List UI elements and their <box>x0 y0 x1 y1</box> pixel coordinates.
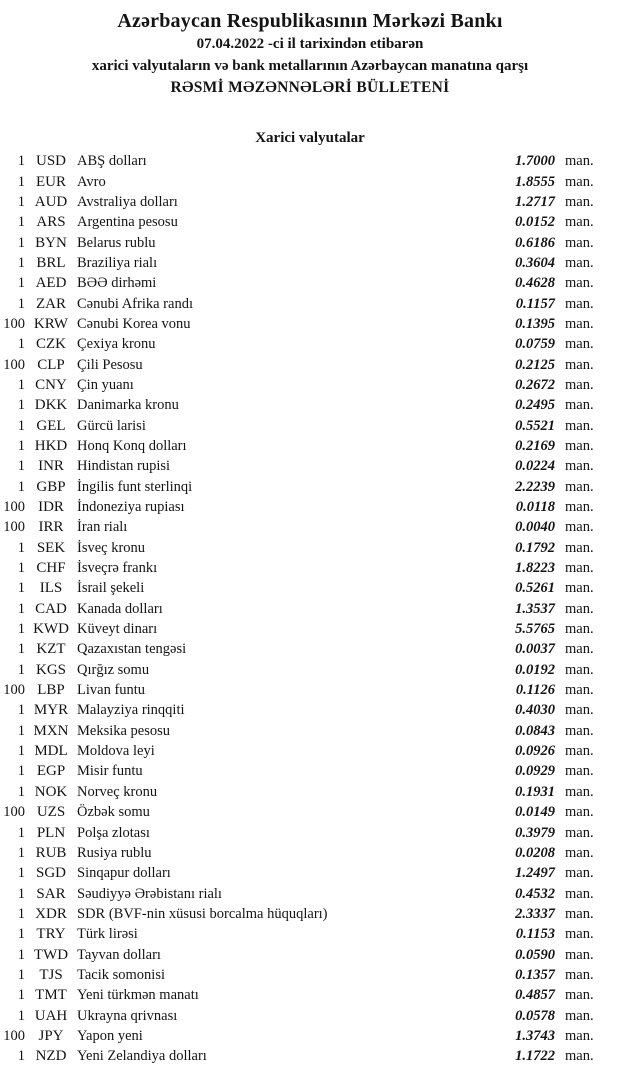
currency-name-cell: Türk lirəsi <box>77 926 138 943</box>
rate-value-cell: 1.7000 <box>515 153 555 170</box>
unit-cell: man. <box>565 682 594 699</box>
currency-name-cell: İngilis funt sterlinqi <box>77 478 193 495</box>
table-row <box>0 578 620 598</box>
currency-name-cell: Gürcü larisi <box>77 417 146 434</box>
currency-name-cell: Polşa zlotası <box>77 824 150 841</box>
rate-value-cell: 0.0040 <box>515 519 555 536</box>
currency-name-cell: Argentina pesosu <box>77 214 178 231</box>
table-row <box>0 924 620 944</box>
table-row <box>0 843 620 863</box>
currency-code-cell: XDR <box>35 905 67 922</box>
currency-code-cell: INR <box>38 458 64 475</box>
currency-name-cell: Kanada dolları <box>77 600 163 617</box>
table-row <box>0 293 620 313</box>
currency-code-cell: KWD <box>33 621 69 638</box>
currency-code-cell: MXN <box>33 722 69 739</box>
currency-name-cell: İsveç kronu <box>77 539 146 556</box>
table-row <box>0 599 620 619</box>
rate-value-cell: 0.0192 <box>515 661 555 678</box>
currency-code-cell: GEL <box>36 417 66 434</box>
rate-value-cell: 0.1931 <box>515 783 555 800</box>
unit-cell: man. <box>565 153 594 170</box>
rates-table-body <box>0 151 620 1066</box>
currency-code-cell: IDR <box>38 499 64 516</box>
bulletin-title: RƏSMİ MƏZƏNNƏLƏRİ BÜLLETENİ <box>170 79 450 96</box>
quantity-cell: 1 <box>17 946 25 963</box>
currency-name-cell: Honq Konq dolları <box>77 437 187 454</box>
currency-name-cell: Hindistan rupisi <box>77 458 171 475</box>
unit-cell: man. <box>565 600 594 617</box>
table-row <box>0 883 620 903</box>
quantity-cell: 1 <box>17 376 25 393</box>
unit-cell: man. <box>565 499 594 516</box>
table-row <box>0 782 620 802</box>
table-row <box>0 944 620 964</box>
currency-code-cell: NOK <box>34 783 68 800</box>
currency-code-cell: RUB <box>35 844 67 861</box>
currency-code-cell: CAD <box>35 600 67 617</box>
table-row <box>0 375 620 395</box>
unit-cell: man. <box>565 1027 594 1044</box>
quantity-cell: 1 <box>17 966 25 983</box>
subtitle-line: xarici valyutaların və bank metallarının Azərbaycan manatına qarşı <box>91 58 529 74</box>
quantity-cell: 100 <box>3 499 25 516</box>
table-row <box>0 680 620 700</box>
table-row <box>0 395 620 415</box>
table-row <box>0 232 620 252</box>
rate-value-cell: 0.1157 <box>515 295 555 312</box>
currency-name-cell: Moldova leyi <box>77 743 155 760</box>
rate-value-cell: 0.2125 <box>515 356 555 373</box>
currency-name-cell: Səudiyyə Ərəbistanı rialı <box>77 885 222 902</box>
currency-code-cell: SAR <box>36 885 66 902</box>
quantity-cell: 1 <box>17 743 25 760</box>
unit-cell: man. <box>565 519 594 536</box>
rate-value-cell: 0.2672 <box>515 376 555 393</box>
unit-cell: man. <box>565 824 594 841</box>
unit-cell: man. <box>565 193 594 210</box>
quantity-cell: 100 <box>3 1027 25 1044</box>
table-row <box>0 619 620 639</box>
currency-code-cell: UZS <box>36 804 66 821</box>
quantity-cell: 1 <box>17 1048 25 1065</box>
unit-cell: man. <box>565 315 594 332</box>
table-row <box>0 151 620 171</box>
currency-code-cell: EUR <box>36 173 66 190</box>
rate-value-cell: 1.8555 <box>515 173 555 190</box>
table-row <box>0 538 620 558</box>
table-row <box>0 1026 620 1046</box>
rate-value-cell: 0.0208 <box>515 844 555 861</box>
quantity-cell: 1 <box>17 844 25 861</box>
unit-cell: man. <box>565 173 594 190</box>
unit-cell: man. <box>565 783 594 800</box>
rate-value-cell: 5.5765 <box>515 621 555 638</box>
currency-code-cell: CNY <box>35 376 67 393</box>
unit-cell: man. <box>565 865 594 882</box>
table-row <box>0 639 620 659</box>
unit-cell: man. <box>565 763 594 780</box>
unit-cell: man. <box>565 804 594 821</box>
currency-name-cell: Cənubi Afrika randı <box>77 295 193 312</box>
currency-code-cell: TWD <box>33 946 69 963</box>
unit-cell: man. <box>565 885 594 902</box>
currency-name-cell: Çin yuanı <box>77 376 134 393</box>
currency-code-cell: MYR <box>33 702 69 719</box>
currency-code-cell: KZT <box>36 641 66 658</box>
currency-name-cell: Tayvan dolları <box>77 946 161 963</box>
quantity-cell: 1 <box>17 580 25 597</box>
currency-code-cell: SGD <box>35 865 66 882</box>
unit-cell: man. <box>565 1048 594 1065</box>
unit-cell: man. <box>565 275 594 292</box>
table-row <box>0 212 620 232</box>
rate-value-cell: 0.0152 <box>515 214 555 231</box>
rate-value-cell: 1.2497 <box>515 865 555 882</box>
unit-cell: man. <box>565 966 594 983</box>
currency-code-cell: SEK <box>36 539 66 556</box>
currency-name-cell: Sinqapur dolları <box>77 865 171 882</box>
unit-cell: man. <box>565 661 594 678</box>
unit-cell: man. <box>565 437 594 454</box>
unit-cell: man. <box>565 1007 594 1024</box>
rate-value-cell: 1.1722 <box>515 1048 555 1065</box>
rate-value-cell: 1.3537 <box>515 600 555 617</box>
rate-value-cell: 0.0149 <box>515 804 555 821</box>
quantity-cell: 1 <box>17 173 25 190</box>
rate-value-cell: 0.2495 <box>515 397 555 414</box>
quantity-cell: 1 <box>17 275 25 292</box>
currency-name-cell: İndoneziya rupiası <box>77 499 185 516</box>
quantity-cell: 1 <box>17 600 25 617</box>
rate-value-cell: 0.0843 <box>515 722 555 739</box>
table-row <box>0 904 620 924</box>
table-row <box>0 436 620 456</box>
rate-value-cell: 0.1792 <box>515 539 555 556</box>
currency-name-cell: Norveç kronu <box>77 783 158 800</box>
table-row <box>0 192 620 212</box>
quantity-cell: 100 <box>3 682 25 699</box>
unit-cell: man. <box>565 295 594 312</box>
rate-value-cell: 0.4030 <box>515 702 555 719</box>
table-row <box>0 273 620 293</box>
currency-name-cell: Cənubi Korea vonu <box>77 315 191 332</box>
currency-code-cell: ZAR <box>36 295 66 312</box>
rate-value-cell: 1.3743 <box>515 1027 555 1044</box>
quantity-cell: 1 <box>17 254 25 271</box>
rate-value-cell: 2.2239 <box>515 478 555 495</box>
table-row <box>0 253 620 273</box>
quantity-cell: 100 <box>3 315 25 332</box>
currency-code-cell: PLN <box>36 824 66 841</box>
unit-cell: man. <box>565 560 594 577</box>
currency-code-cell: UAH <box>34 1007 68 1024</box>
table-row <box>0 314 620 334</box>
currency-name-cell: İsveçrə frankı <box>77 560 158 577</box>
unit-cell: man. <box>565 376 594 393</box>
quantity-cell: 1 <box>17 417 25 434</box>
rate-value-cell: 0.0118 <box>515 499 555 516</box>
rate-value-cell: 0.0224 <box>515 458 555 475</box>
unit-cell: man. <box>565 458 594 475</box>
quantity-cell: 100 <box>3 804 25 821</box>
rate-value-cell: 1.2717 <box>515 193 555 210</box>
currency-code-cell: GBP <box>36 478 66 495</box>
table-row <box>0 741 620 761</box>
quantity-cell: 1 <box>17 397 25 414</box>
unit-cell: man. <box>565 478 594 495</box>
rate-value-cell: 0.4628 <box>515 275 555 292</box>
quantity-cell: 1 <box>17 783 25 800</box>
table-row <box>0 517 620 537</box>
currency-code-cell: CZK <box>36 336 66 353</box>
quantity-cell: 1 <box>17 478 25 495</box>
quantity-cell: 1 <box>17 621 25 638</box>
table-row <box>0 802 620 822</box>
bank-title: Azərbaycan Respublikasının Mərkəzi Bankı <box>117 10 503 32</box>
quantity-cell: 1 <box>17 214 25 231</box>
currency-code-cell: IRR <box>38 519 64 536</box>
unit-cell: man. <box>565 356 594 373</box>
rate-value-cell: 0.0590 <box>515 946 555 963</box>
currency-name-cell: İsrail şekeli <box>77 580 145 597</box>
quantity-cell: 1 <box>17 560 25 577</box>
currency-code-cell: TRY <box>36 926 66 943</box>
currency-name-cell: Tacik somonisi <box>77 966 165 983</box>
currency-code-cell: TJS <box>39 966 63 983</box>
section-title-foreign-currencies: Xarici valyutalar <box>255 130 365 146</box>
unit-cell: man. <box>565 417 594 434</box>
table-row <box>0 985 620 1005</box>
quantity-cell: 1 <box>17 539 25 556</box>
rate-value-cell: 0.1395 <box>515 315 555 332</box>
unit-cell: man. <box>565 621 594 638</box>
rate-value-cell: 0.0759 <box>515 336 555 353</box>
quantity-cell: 1 <box>17 763 25 780</box>
currency-name-cell: Meksika pesosu <box>77 722 171 739</box>
quantity-cell: 1 <box>17 987 25 1004</box>
table-row <box>0 1046 620 1066</box>
rate-value-cell: 0.0037 <box>515 641 555 658</box>
rate-value-cell: 0.0926 <box>515 743 555 760</box>
currency-name-cell: Özbək somu <box>77 804 150 821</box>
quantity-cell: 1 <box>17 926 25 943</box>
rate-value-cell: 0.4857 <box>515 987 555 1004</box>
currency-name-cell: Malayziya rinqqiti <box>77 702 185 719</box>
unit-cell: man. <box>565 214 594 231</box>
table-row <box>0 497 620 517</box>
currency-code-cell: AUD <box>34 193 68 210</box>
currency-name-cell: Misir funtu <box>77 763 143 780</box>
currency-name-cell: Qırğız somu <box>77 661 150 678</box>
currency-code-cell: JPY <box>38 1027 64 1044</box>
quantity-cell: 1 <box>17 661 25 678</box>
quantity-cell: 1 <box>17 234 25 251</box>
currency-code-cell: BRL <box>36 254 66 271</box>
rate-value-cell: 0.0578 <box>515 1007 555 1024</box>
currency-code-cell: KRW <box>33 315 69 332</box>
rate-value-cell: 0.1357 <box>515 966 555 983</box>
rate-value-cell: 0.3979 <box>515 824 555 841</box>
table-row <box>0 415 620 435</box>
currency-code-cell: ARS <box>36 214 66 231</box>
currency-name-cell: Ukrayna qrivnası <box>77 1007 178 1024</box>
unit-cell: man. <box>565 987 594 1004</box>
table-row <box>0 456 620 476</box>
rate-value-cell: 0.1126 <box>515 682 555 699</box>
currency-code-cell: TMT <box>35 987 67 1004</box>
currency-name-cell: Braziliya rialı <box>77 254 158 271</box>
rate-value-cell: 0.3604 <box>515 254 555 271</box>
unit-cell: man. <box>565 905 594 922</box>
unit-cell: man. <box>565 702 594 719</box>
currency-name-cell: BƏƏ dirhəmi <box>77 275 157 292</box>
table-row <box>0 660 620 680</box>
unit-cell: man. <box>565 743 594 760</box>
rate-value-cell: 0.5521 <box>515 417 555 434</box>
currency-name-cell: Avstraliya dolları <box>77 193 178 210</box>
rate-value-cell: 1.8223 <box>515 560 555 577</box>
unit-cell: man. <box>565 234 594 251</box>
unit-cell: man. <box>565 539 594 556</box>
rate-value-cell: 0.4532 <box>515 885 555 902</box>
currency-name-cell: Qazaxıstan tengəsi <box>77 641 187 658</box>
quantity-cell: 1 <box>17 1007 25 1024</box>
quantity-cell: 1 <box>17 722 25 739</box>
currency-name-cell: Çexiya kronu <box>77 336 156 353</box>
table-row <box>0 558 620 578</box>
unit-cell: man. <box>565 926 594 943</box>
currency-name-cell: ABŞ dolları <box>77 153 147 170</box>
quantity-cell: 1 <box>17 641 25 658</box>
unit-cell: man. <box>565 722 594 739</box>
currency-code-cell: HKD <box>34 437 68 454</box>
quantity-cell: 1 <box>17 824 25 841</box>
currency-name-cell: Çili Pesosu <box>77 356 143 373</box>
currency-name-cell: Livan funtu <box>77 682 146 699</box>
quantity-cell: 1 <box>17 865 25 882</box>
quantity-cell: 100 <box>3 519 25 536</box>
table-row <box>0 721 620 741</box>
table-row <box>0 477 620 497</box>
quantity-cell: 1 <box>17 437 25 454</box>
unit-cell: man. <box>565 254 594 271</box>
table-row <box>0 171 620 191</box>
currency-code-cell: BYN <box>35 234 67 251</box>
rate-value-cell: 0.1153 <box>515 926 555 943</box>
currency-code-cell: CLP <box>37 356 65 373</box>
unit-cell: man. <box>565 336 594 353</box>
currency-name-cell: İran rialı <box>77 519 128 536</box>
quantity-cell: 100 <box>3 356 25 373</box>
currency-name-cell: Yeni Zelandiya dolları <box>77 1048 207 1065</box>
table-row <box>0 700 620 720</box>
unit-cell: man. <box>565 946 594 963</box>
quantity-cell: 1 <box>17 295 25 312</box>
rate-value-cell: 0.2169 <box>515 437 555 454</box>
unit-cell: man. <box>565 844 594 861</box>
currency-code-cell: DKK <box>34 397 68 414</box>
unit-cell: man. <box>565 397 594 414</box>
currency-name-cell: Danimarka kronu <box>77 397 179 414</box>
table-row <box>0 761 620 781</box>
currency-name-cell: Yeni türkmən manatı <box>77 987 199 1004</box>
currency-name-cell: Rusiya rublu <box>77 844 152 861</box>
effective-date-line: 07.04.2022 -ci il tarixindən etibarən <box>196 36 424 52</box>
currency-code-cell: AED <box>35 275 67 292</box>
currency-code-cell: LBP <box>37 682 65 699</box>
table-row <box>0 965 620 985</box>
currency-name-cell: Belarus rublu <box>77 234 156 251</box>
quantity-cell: 1 <box>17 702 25 719</box>
rate-value-cell: 0.0929 <box>515 763 555 780</box>
table-row <box>0 354 620 374</box>
currency-code-cell: KGS <box>35 661 66 678</box>
table-row <box>0 1005 620 1025</box>
quantity-cell: 1 <box>17 153 25 170</box>
currency-code-cell: USD <box>35 153 66 170</box>
quantity-cell: 1 <box>17 458 25 475</box>
currency-name-cell: SDR (BVF-nin xüsusi borcalma hüquqları) <box>77 905 328 922</box>
rate-value-cell: 2.3337 <box>515 905 555 922</box>
unit-cell: man. <box>565 580 594 597</box>
table-row <box>0 822 620 842</box>
unit-cell: man. <box>565 641 594 658</box>
rate-value-cell: 0.6186 <box>515 234 555 251</box>
quantity-cell: 1 <box>17 193 25 210</box>
rate-value-cell: 0.5261 <box>515 580 555 597</box>
currency-name-cell: Yapon yeni <box>77 1027 143 1044</box>
currency-code-cell: ILS <box>39 580 63 597</box>
quantity-cell: 1 <box>17 905 25 922</box>
currency-code-cell: MDL <box>34 743 68 760</box>
currency-code-cell: EGP <box>36 763 66 780</box>
quantity-cell: 1 <box>17 885 25 902</box>
currency-code-cell: NZD <box>35 1048 67 1065</box>
quantity-cell: 1 <box>17 336 25 353</box>
currency-name-cell: Küveyt dinarı <box>77 621 158 638</box>
currency-code-cell: CHF <box>36 560 66 577</box>
currency-name-cell: Avro <box>77 173 106 190</box>
table-row <box>0 863 620 883</box>
table-row <box>0 334 620 354</box>
